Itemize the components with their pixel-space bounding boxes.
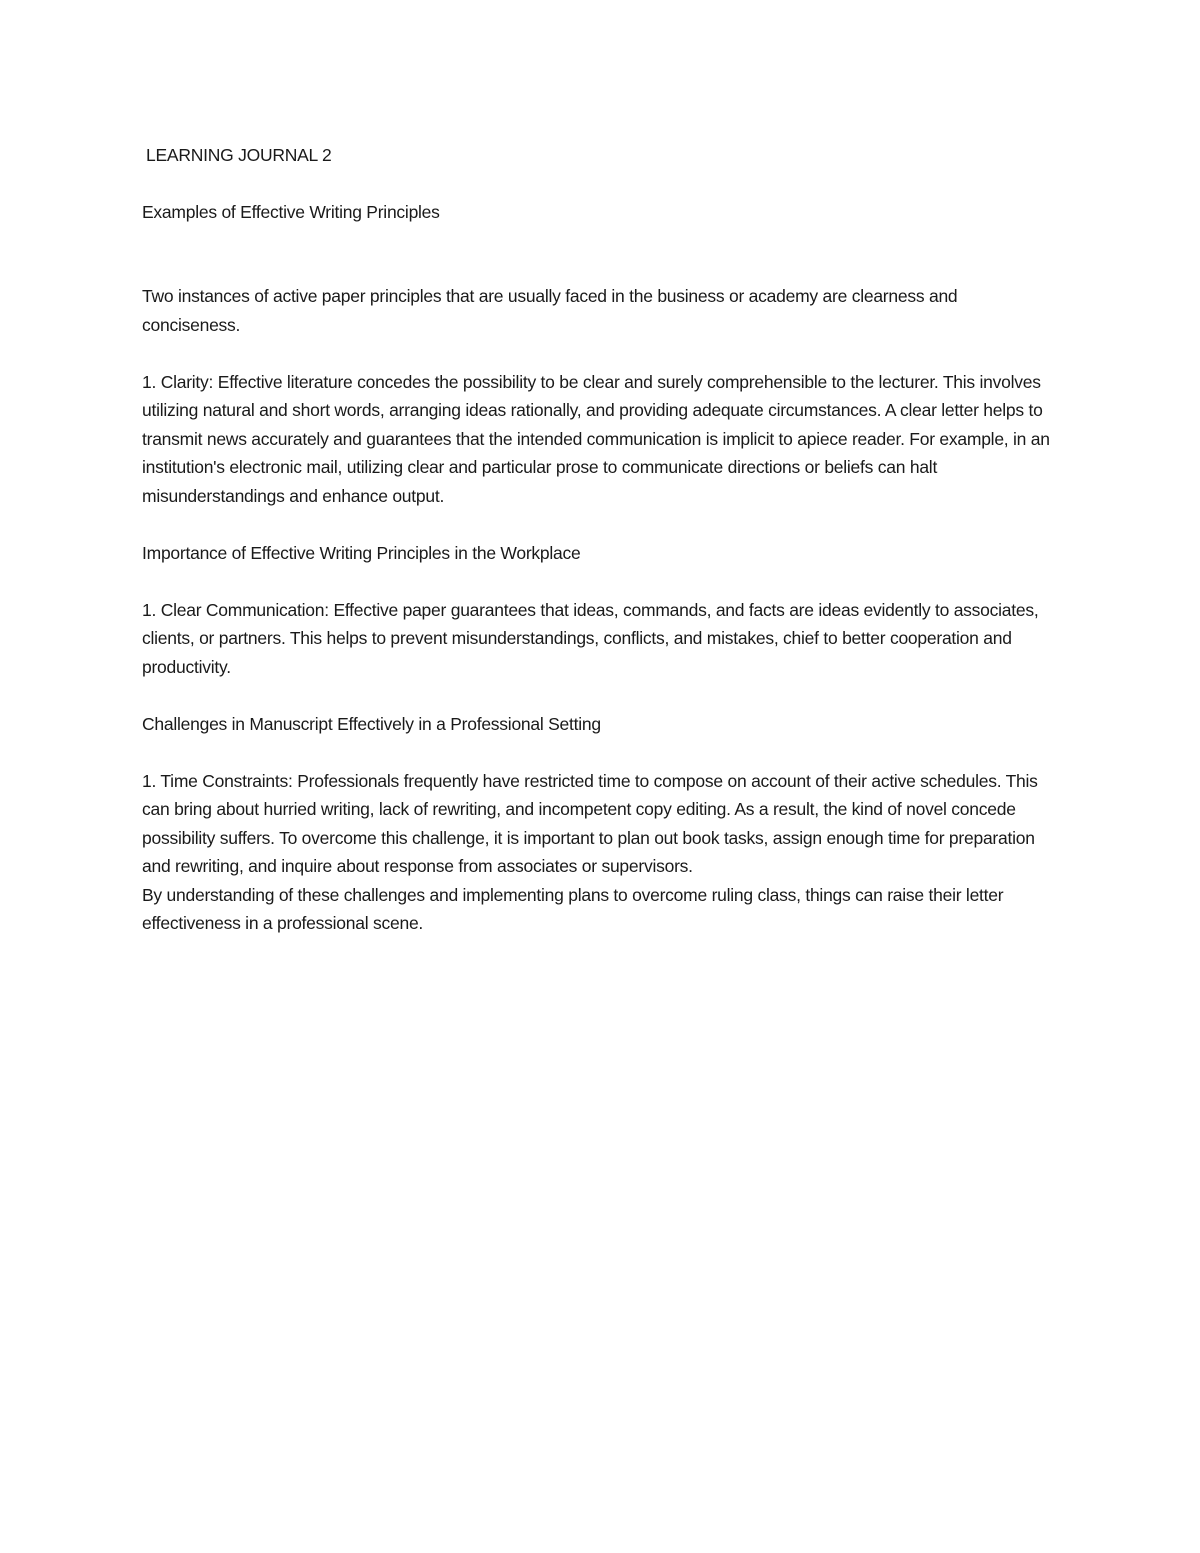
time-constraints-paragraph: 1. Time Constraints: Professionals frequently have restricted time to compose on account of their active schedules. This can bring about hurried writing, lack of rewriting, and incompetent copy editing. As a result, the kind of novel concede possibility suffers. To overcome this challenge, it is important to plan out book tasks, assign enough time for preparation and rewriting, and inquire about response from associates or supervisors. [142, 770, 1038, 876]
challenges-heading: Challenges in Manuscript Effectively in a Professional Setting [142, 713, 601, 734]
intro-paragraph: Two instances of active paper principles that are usually faced in the business or academy are clearness and conciseness. [142, 286, 958, 335]
document-title: LEARNING JOURNAL 2 [146, 145, 332, 165]
importance-heading: Importance of Effective Writing Principles in the Workplace [142, 542, 581, 563]
clarity-paragraph: 1. Clarity: Effective literature concedes the possibility to be clear and surely comprehensible to the lecturer. This involves utilizing natural and short words, arranging ideas rationally, and providing adequate circumstances. A clear letter helps to transmit news accurately and guarantees that the intended communication is implicit to apiece reader. For example, in an institution's electronic mail, utilizing clear and particular prose to communicate directions or beliefs can halt misunderstandings and enhance output. [142, 371, 1050, 506]
conclusion-paragraph: By understanding of these challenges and implementing plans to overcome ruling class, things can raise their letter effectiveness in a professional scene. [142, 884, 1004, 933]
document-subtitle: Examples of Effective Writing Principles [142, 201, 440, 222]
document-body [142, 141, 1060, 938]
clear-communication-paragraph: 1. Clear Communication: Effective paper guarantees that ideas, commands, and facts are ideas evidently to associates, clients, or partners. This helps to prevent misunderstandings, conflicts, and mistakes, chief to better cooperation and productivity. [142, 599, 1039, 677]
